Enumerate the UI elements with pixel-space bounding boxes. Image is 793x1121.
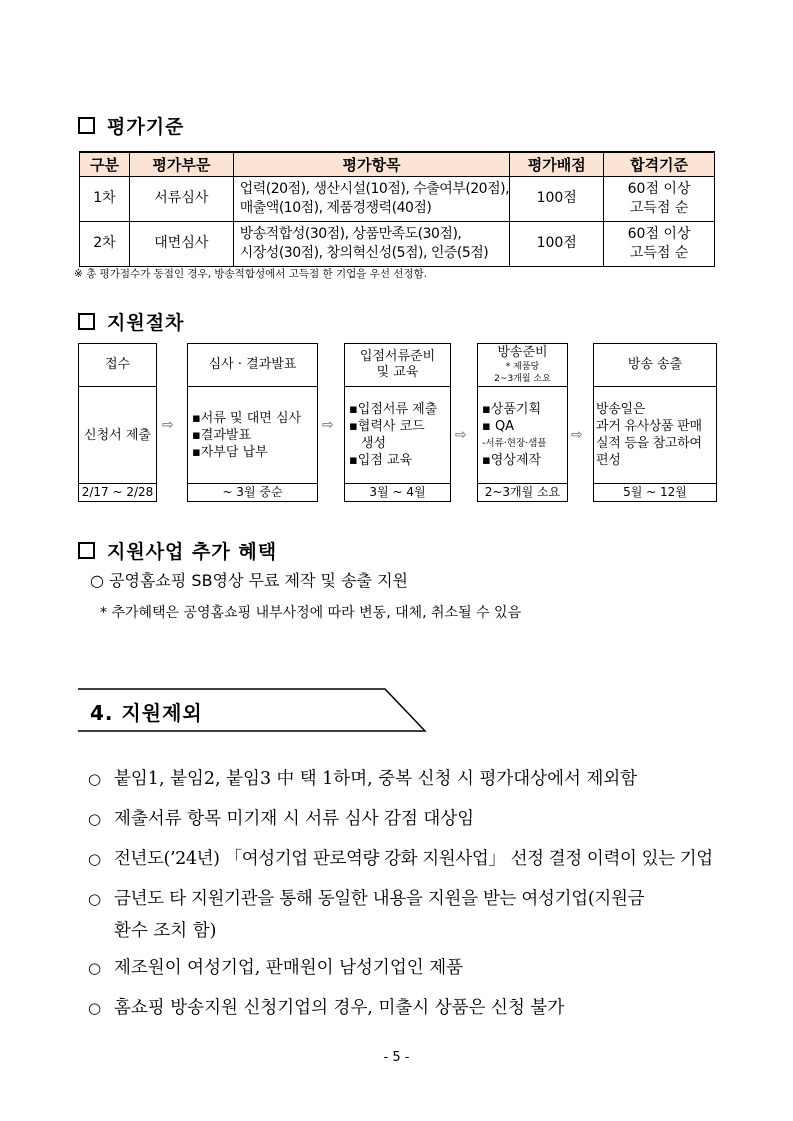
items-cell: 업력(20점), 생산시설(10점), 수출여부(20점), 매출액(10점), 제품경쟁력(40점) (233, 176, 510, 221)
table-row (80, 221, 715, 266)
circle-bullet-icon: ○ (88, 850, 101, 868)
step-period: 3월 ~ 4월 (345, 483, 450, 501)
exclusion-item-continued: 환수 조치 함) (114, 921, 217, 941)
header-cell: 평가배점 (510, 152, 604, 176)
exclusion-item: ○ 전년도(’24년) 「여성기업 판로역량 강화 지원사업」 선정 결정 이력이 있는 기업 (88, 843, 713, 875)
exclusion-section-title: 4. 지원제외 (90, 701, 203, 725)
step-head: 입점서류준비 및 교육 (345, 344, 450, 387)
section-cell: 대면심사 (129, 221, 233, 266)
benefit-note: * 추가혜택은 공영홈쇼핑 내부사정에 따라 변동, 대체, 취소될 수 있음 (100, 605, 522, 621)
stage-cell: 2차 (80, 221, 130, 266)
arrow-right-icon: ⇨ (455, 427, 467, 443)
score-cell: 100점 (510, 221, 604, 266)
checkbox-square-icon (78, 542, 95, 559)
step-body: 신청서 제출 (84, 427, 151, 443)
arrow-right-icon: ⇨ (322, 417, 334, 433)
exclusion-item: ○ 제조원이 여성기업, 판매원이 남성기업인 제품 (88, 952, 463, 984)
step-period: 2~3개월 소요 (478, 483, 567, 501)
checkbox-square-icon (78, 313, 95, 330)
step-period: 2/17 ~ 2/28 (79, 483, 156, 501)
tie-break-note: ※ 총 평가점수가 동점인 경우, 방송적합성에서 고득점 한 기업을 우선 선정함. (74, 268, 428, 280)
step-body: 방송일은 과거 유사상품 판매 실적 등을 참고하여 편성 (596, 402, 702, 468)
procedure-step-review (187, 343, 318, 502)
procedure-step-receipt (78, 343, 157, 502)
items-cell: 방송적합성(30점), 상품만족도(30점), 시장성(30점), 창의혁신성(5점), 인증(5점) (233, 221, 510, 266)
pass-cell: 60점 이상 고득점 순 (604, 221, 715, 266)
table-header-row (80, 152, 715, 176)
page-number: - 5 - (383, 1050, 410, 1065)
step-period: 5월 ~ 12월 (594, 483, 716, 501)
arrow-right-icon: ⇨ (571, 427, 583, 443)
circle-bullet-icon: ○ (88, 890, 101, 908)
benefits-section-title (78, 537, 277, 564)
section-cell: 서류심사 (129, 176, 233, 221)
circle-bullet-icon: ○ (88, 999, 102, 1017)
procedure-step-broadcast-prep (477, 343, 568, 502)
benefit-item: ○ 공영홈쇼핑 SB영상 무료 제작 및 송출 지원 (90, 571, 408, 590)
arrow-right-icon: ⇨ (162, 417, 174, 433)
benefits-title-text: 지원사업 추가 혜택 (107, 541, 278, 563)
header-cell: 구분 (80, 152, 130, 176)
procedure-title-text: 지원절차 (107, 312, 185, 334)
header-cell: 평가부문 (129, 152, 233, 176)
checkbox-square-icon (78, 117, 95, 134)
step-body: ▪입점서류 제출 ▪협력사 코드 생성 ▪입점 교육 (349, 402, 438, 468)
circle-bullet-icon: ○ (88, 770, 102, 788)
step-period: ~ 3월 중순 (188, 483, 317, 501)
evaluation-table (79, 151, 715, 267)
step-head: 접수 (79, 344, 156, 387)
table-row (80, 176, 715, 221)
header-cell: 평가항목 (233, 152, 510, 176)
score-cell: 100점 (510, 176, 604, 221)
circle-bullet-icon: ○ (88, 959, 102, 977)
step-head: 심사 · 결과발표 (188, 344, 317, 387)
step-head: 방송 송출 (594, 344, 716, 387)
step-head: 방송준비 * 제품당 2~3개월 소요 (478, 344, 567, 387)
procedure-step-onboarding (344, 343, 451, 502)
exclusion-item: ○ 붙임1, 붙임2, 붙임3 中 택 1하며, 중복 신청 시 평가대상에서 제외함 (88, 763, 637, 795)
criteria-section-title (78, 112, 184, 139)
circle-bullet-icon: ○ (88, 810, 102, 828)
exclusion-item: ○ 금년도 타 지원기관을 통해 동일한 내용을 지원을 받는 여성기업(지원금 (88, 883, 644, 915)
exclusion-item: ○ 홈쇼핑 방송지원 신청기업의 경우, 미출시 상품은 신청 불가 (88, 992, 564, 1024)
stage-cell: 1차 (80, 176, 130, 221)
procedure-step-broadcast (593, 343, 717, 502)
header-cell: 합격기준 (604, 152, 715, 176)
exclusion-item: ○ 제출서류 항목 미기재 시 서류 심사 감점 대상임 (88, 803, 474, 835)
step-body: ▪서류 및 대면 심사 ▪결과발표 ▪자부담 납부 (192, 410, 302, 460)
pass-cell: 60점 이상 고득점 순 (604, 176, 715, 221)
criteria-title-text: 평가기준 (107, 116, 185, 138)
step-body: ▪상품기획 ▪ QA -서류·현장·샘플 ▪영상제작 (482, 402, 547, 468)
procedure-section-title (78, 308, 184, 335)
